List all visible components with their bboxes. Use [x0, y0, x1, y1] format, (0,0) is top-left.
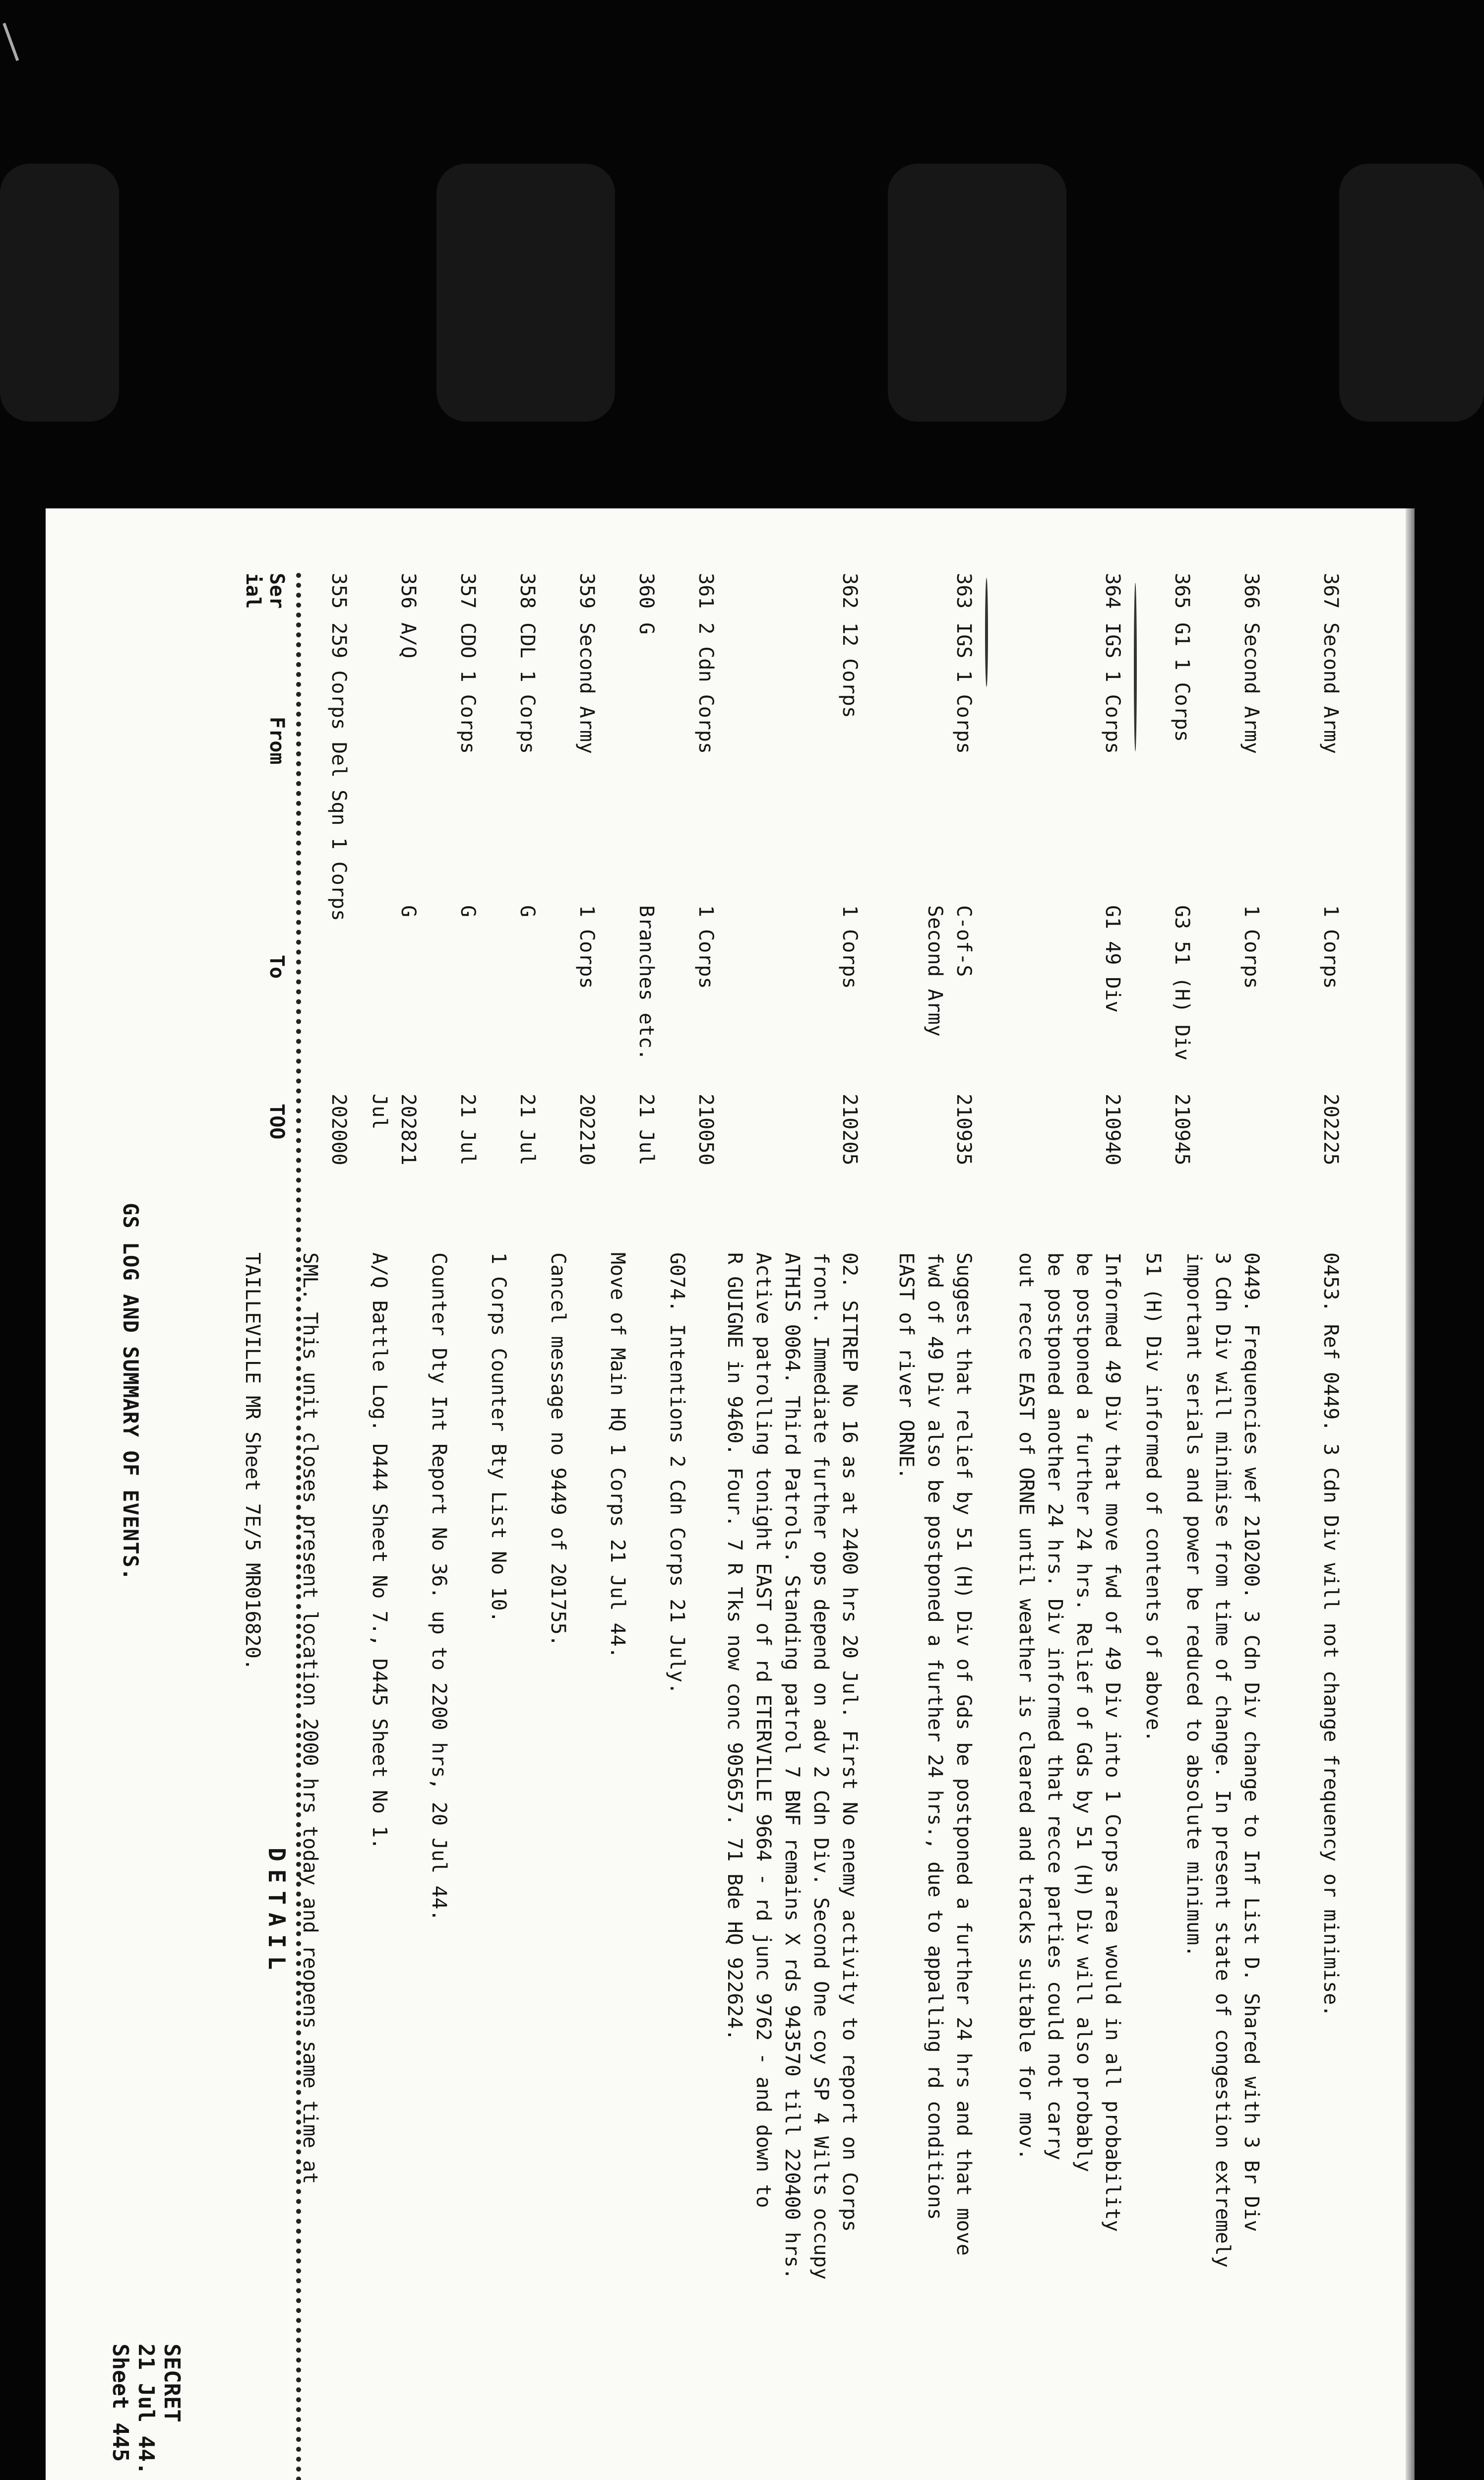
row-serial: 362 [838, 573, 861, 609]
row-too: 21 Jul [456, 1094, 479, 1166]
detail-line: out recce EAST of ORNE until weather is cleared and tracks suitable for mov. [1015, 1252, 1038, 2161]
row-too: 202225 [1319, 1094, 1342, 1166]
header-serial [241, 573, 289, 609]
row-serial: 365 [1171, 573, 1193, 609]
row-detail [209, 1252, 353, 2480]
row-from: IGS 1 Corps [1101, 622, 1124, 754]
header-serial-line2: ial [242, 573, 264, 609]
detail-line: 51 (H) Div informed of contents of above. [1142, 1252, 1165, 1742]
row-from: CDO 1 Corps [456, 622, 479, 754]
detail-line: 0449. Frequencies wef 210200. 3 Cdn Div change to Inf List D. Shared with 3 Br Div [1240, 1252, 1263, 2232]
row-detail [1316, 1252, 1345, 2480]
row-serial: 355 [327, 573, 350, 609]
header-too: TOO [265, 1104, 288, 1140]
classification-label: SECRET [159, 2344, 185, 2422]
row-to: 1 Corps [694, 905, 717, 989]
row-serial: 360 [635, 573, 658, 609]
detail-line: Active patrolling tonight EAST of rd ETERVILLE 9664 - rd junc 9762 - and down to [752, 1252, 775, 2208]
row-to: G3 51 (H) Div [1171, 905, 1193, 1061]
document-date: 21 Jul 44. [133, 2344, 159, 2475]
row-too: 202821 Jul [368, 1094, 420, 1166]
film-sprocket-window [0, 164, 119, 422]
detail-line: R GUIGNE in 9460. Four. 7 R Tks now conc 905657. 71 Bde HQ 922624. [723, 1252, 746, 2041]
row-from: G [635, 622, 658, 635]
row-too: 210945 [1171, 1094, 1193, 1166]
row-serial: 366 [1240, 573, 1263, 609]
row-from: A/Q [397, 622, 420, 659]
detail-line: EAST of river ORNE. [895, 1252, 918, 1480]
detail-line: important serials and power be reduced to absolute minimum. [1182, 1252, 1205, 1957]
row-serial: 367 [1319, 573, 1342, 609]
row-detail [892, 1252, 978, 2480]
row-from: 2 Cdn Corps [694, 622, 717, 754]
detail-line: A/Q Battle Log. D444 Sheet No 7., D445 Sheet No 1. [368, 1252, 391, 1850]
row-from: CDL 1 Corps [516, 622, 539, 754]
row-serial: 364 [1101, 573, 1124, 609]
row-detail [634, 1252, 720, 2480]
row-too: 210935 [952, 1094, 975, 1166]
row-serial: 357 [456, 573, 479, 609]
detail-line: Move of Main HQ 1 Corps 21 Jul 44. [606, 1252, 629, 1659]
detail-line: Cancel message no 9449 of 201755. [547, 1252, 569, 1647]
row-to: G [456, 905, 479, 918]
row-too: 21 Jul [516, 1094, 539, 1166]
log-sheet-rotated [46, 508, 1415, 2480]
detail-line: 02. SITREP No 16 as at 2400 hrs 20 Jul. First No enemy activity to report on Corps [838, 1252, 861, 2232]
detail-line: 3 Cdn Div will minimise from time of change. In present state of congestion extremely [1211, 1252, 1234, 2268]
page-title: GS LOG AND SUMMARY OF EVENTS. [119, 1203, 143, 1581]
header-from: From [265, 717, 288, 765]
pencil-underline-mark [985, 578, 988, 687]
row-serial: 356 [397, 573, 420, 609]
document-page [46, 508, 1415, 2480]
detail-line: be postponed a further 24 hrs. Relief of Gds by 51 (H) Div will also probably [1072, 1252, 1095, 2172]
row-to: G1 49 Div [1101, 905, 1124, 1013]
film-sprocket-window [1339, 164, 1484, 422]
row-to: C-of-S Second Army [924, 905, 975, 1037]
header-serial-line1: Ser [265, 573, 288, 609]
detail-line: Informed 49 Div that move fwd of 49 Div into 1 Corps area would in all probability [1101, 1252, 1124, 2232]
row-to: 1 Corps [1240, 905, 1263, 989]
detail-line: Counter Dty Int Report No 36. up to 2200 hrs, 20 Jul 44. [428, 1252, 450, 1922]
row-too: 202210 [575, 1094, 598, 1166]
row-to: Branches etc. [635, 905, 658, 1061]
row-to: 1 Corps [1319, 905, 1342, 989]
film-sprocket-window [888, 164, 1066, 422]
row-serial: 361 [694, 573, 717, 609]
row-to: G [516, 905, 539, 918]
row-to: G [397, 905, 420, 918]
row-too: 210205 [838, 1094, 861, 1166]
row-too: 210940 [1101, 1094, 1124, 1166]
detail-line: Suggest that relief by 51 (H) Div of Gds be postponed a further 24 hrs and that move [952, 1252, 975, 2256]
row-to: 1 Corps [838, 905, 861, 989]
pencil-underline-mark [1134, 583, 1137, 751]
sheet-number: Sheet 445 [108, 2344, 133, 2462]
row-serial: 363 [952, 573, 975, 609]
row-detail [720, 1252, 864, 2480]
detail-line: 0453. Ref 0449. 3 Cdn Div will not change frequency or minimise. [1319, 1252, 1342, 2017]
row-serial: 358 [516, 573, 539, 609]
detail-line: be postponed another 24 hrs. Div informed that recce parties could not carry [1044, 1252, 1066, 2161]
header-to: To [265, 955, 288, 979]
header-detail: DETAIL [263, 1848, 290, 1978]
row-detail [1179, 1252, 1266, 2480]
detail-line: fwd of 49 Div also be postponed a further 24 hrs., due to appalling rd conditions [924, 1252, 946, 2220]
detail-line: 1 Corps Counter Bty List No 10. [487, 1252, 510, 1623]
row-from: 12 Corps [838, 622, 861, 718]
detail-line: ATHIS 0064. Third Patrols. Standing patrol 7 BNF remains X rds 943570 till 220400 hrs. [781, 1252, 804, 2280]
row-from: 259 Corps Del Sqn 1 Corps [327, 622, 350, 922]
row-too: 210050 [694, 1094, 717, 1166]
film-sprocket-window [436, 164, 615, 422]
detail-line: G074. Intentions 2 Cdn Corps 21 July. [666, 1252, 688, 1695]
row-from: G1 1 Corps [1171, 622, 1193, 742]
row-from: Second Army [1240, 622, 1263, 754]
row-to: 1 Corps [575, 905, 598, 989]
row-from: IGS 1 Corps [952, 622, 975, 754]
row-from: Second Army [575, 622, 598, 754]
row-from: Second Army [1319, 622, 1342, 754]
row-serial: 359 [575, 573, 598, 609]
detail-line: TAILLEVILLE MR Sheet 7E/5 MR016820. [241, 1252, 264, 1671]
film-corner-mark [2, 18, 31, 61]
detail-line: front. Immediate further ops depend on adv 2 Cdn Div. Second One coy SP 4 Wilts occupy [809, 1252, 832, 2280]
row-too: 202000 [327, 1094, 350, 1166]
classification-block [107, 2344, 185, 2475]
row-too: 21 Jul [635, 1094, 658, 1166]
detail-line: SML. This unit closes present location 2000 hrs today and reopens same time at [299, 1252, 321, 2184]
